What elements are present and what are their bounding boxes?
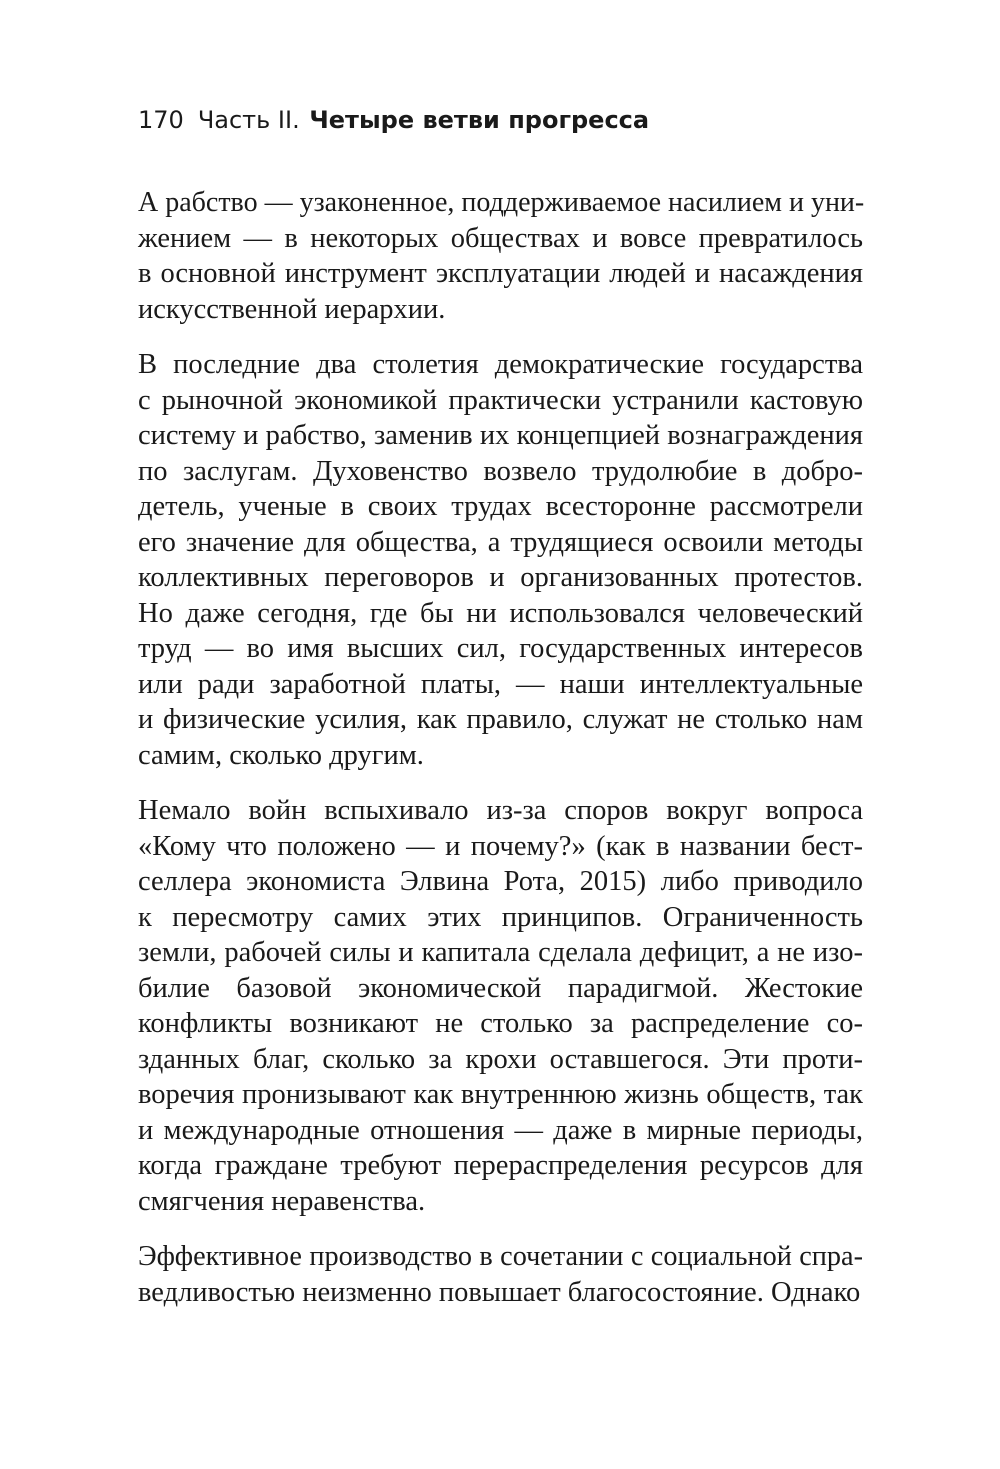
text-line: Но даже сегодня, где бы ни использовался человеческий xyxy=(138,597,863,629)
paragraph xyxy=(138,793,863,1219)
paragraph xyxy=(138,1239,863,1310)
part-title: Четыре ветви прогресса xyxy=(309,106,650,134)
text-line: его значение для общества, а трудящиеся освоили методы xyxy=(138,526,863,558)
text-line: Эффективное производство в сочетании с социальной спра- xyxy=(138,1241,863,1272)
text-line: зданных благ, сколько за крохи оставшегося. Эти проти- xyxy=(138,1043,863,1075)
text-line: В последние два столетия демократические государства xyxy=(138,349,863,380)
text-line: селлера экономиста Элвина Рота, 2015) либо приводило xyxy=(138,866,863,897)
text-line: когда граждане требуют перераспределения ресурсов для xyxy=(138,1150,863,1181)
text-line: Немало войн вспыхивало из-за споров вокруг вопроса xyxy=(138,795,863,826)
text-line: или ради заработной платы, — наши интеллектуальные xyxy=(138,668,863,700)
text-line: и международные отношения — даже в мирные периоды, xyxy=(138,1114,863,1146)
paragraph xyxy=(138,185,863,327)
part-label: Часть II. xyxy=(197,106,300,134)
text-line: и физические усилия, как правило, служат не столько нам xyxy=(138,704,863,735)
text-line: коллективных переговоров и организованных протестов. xyxy=(138,562,863,593)
text-line: детель, ученые в своих трудах всесторонне рассмотрели xyxy=(138,491,863,522)
text-line: «Кому что положено — и почему?» (как в названии бест- xyxy=(138,830,863,862)
body-text xyxy=(138,185,863,1310)
text-line: систему и рабство, заменив их концепцией вознаграждения xyxy=(138,420,863,451)
text-line: ведливостью неизменно повышает благосостояние. Однако xyxy=(138,1276,861,1308)
text-line: по заслугам. Духовенство возвело трудолюбие в добро- xyxy=(138,455,863,487)
text-line: А рабство — узаконенное, поддерживаемое насилием и уни- xyxy=(138,187,865,218)
text-line: труд — во имя высших сил, государственных интересов xyxy=(138,633,863,664)
text-line: с рыночной экономикой практически устранили кастовую xyxy=(138,384,863,416)
paragraph xyxy=(138,347,863,773)
page-number: 170 xyxy=(138,106,184,134)
text-line: к пересмотру самих этих принципов. Ограниченность xyxy=(138,901,863,933)
text-line: билие базовой экономической парадигмой. Жестокие xyxy=(138,972,863,1004)
running-head xyxy=(138,100,649,140)
text-line: в основной инструмент эксплуатации людей и насаждения xyxy=(138,258,863,289)
text-line: воречия пронизывают как внутреннюю жизнь обществ, так xyxy=(138,1079,863,1110)
text-line: самим, сколько другим. xyxy=(138,739,424,771)
text-line: смягчения неравенства. xyxy=(138,1185,426,1217)
text-line: конфликты возникают не столько за распределение со- xyxy=(138,1008,863,1039)
text-line: жением — в некоторых обществах и вовсе превратилось xyxy=(138,222,863,254)
text-line: земли, рабочей силы и капитала сделала дефицит, а не изо- xyxy=(138,937,863,968)
text-line: искусственной иерархии. xyxy=(138,293,446,325)
